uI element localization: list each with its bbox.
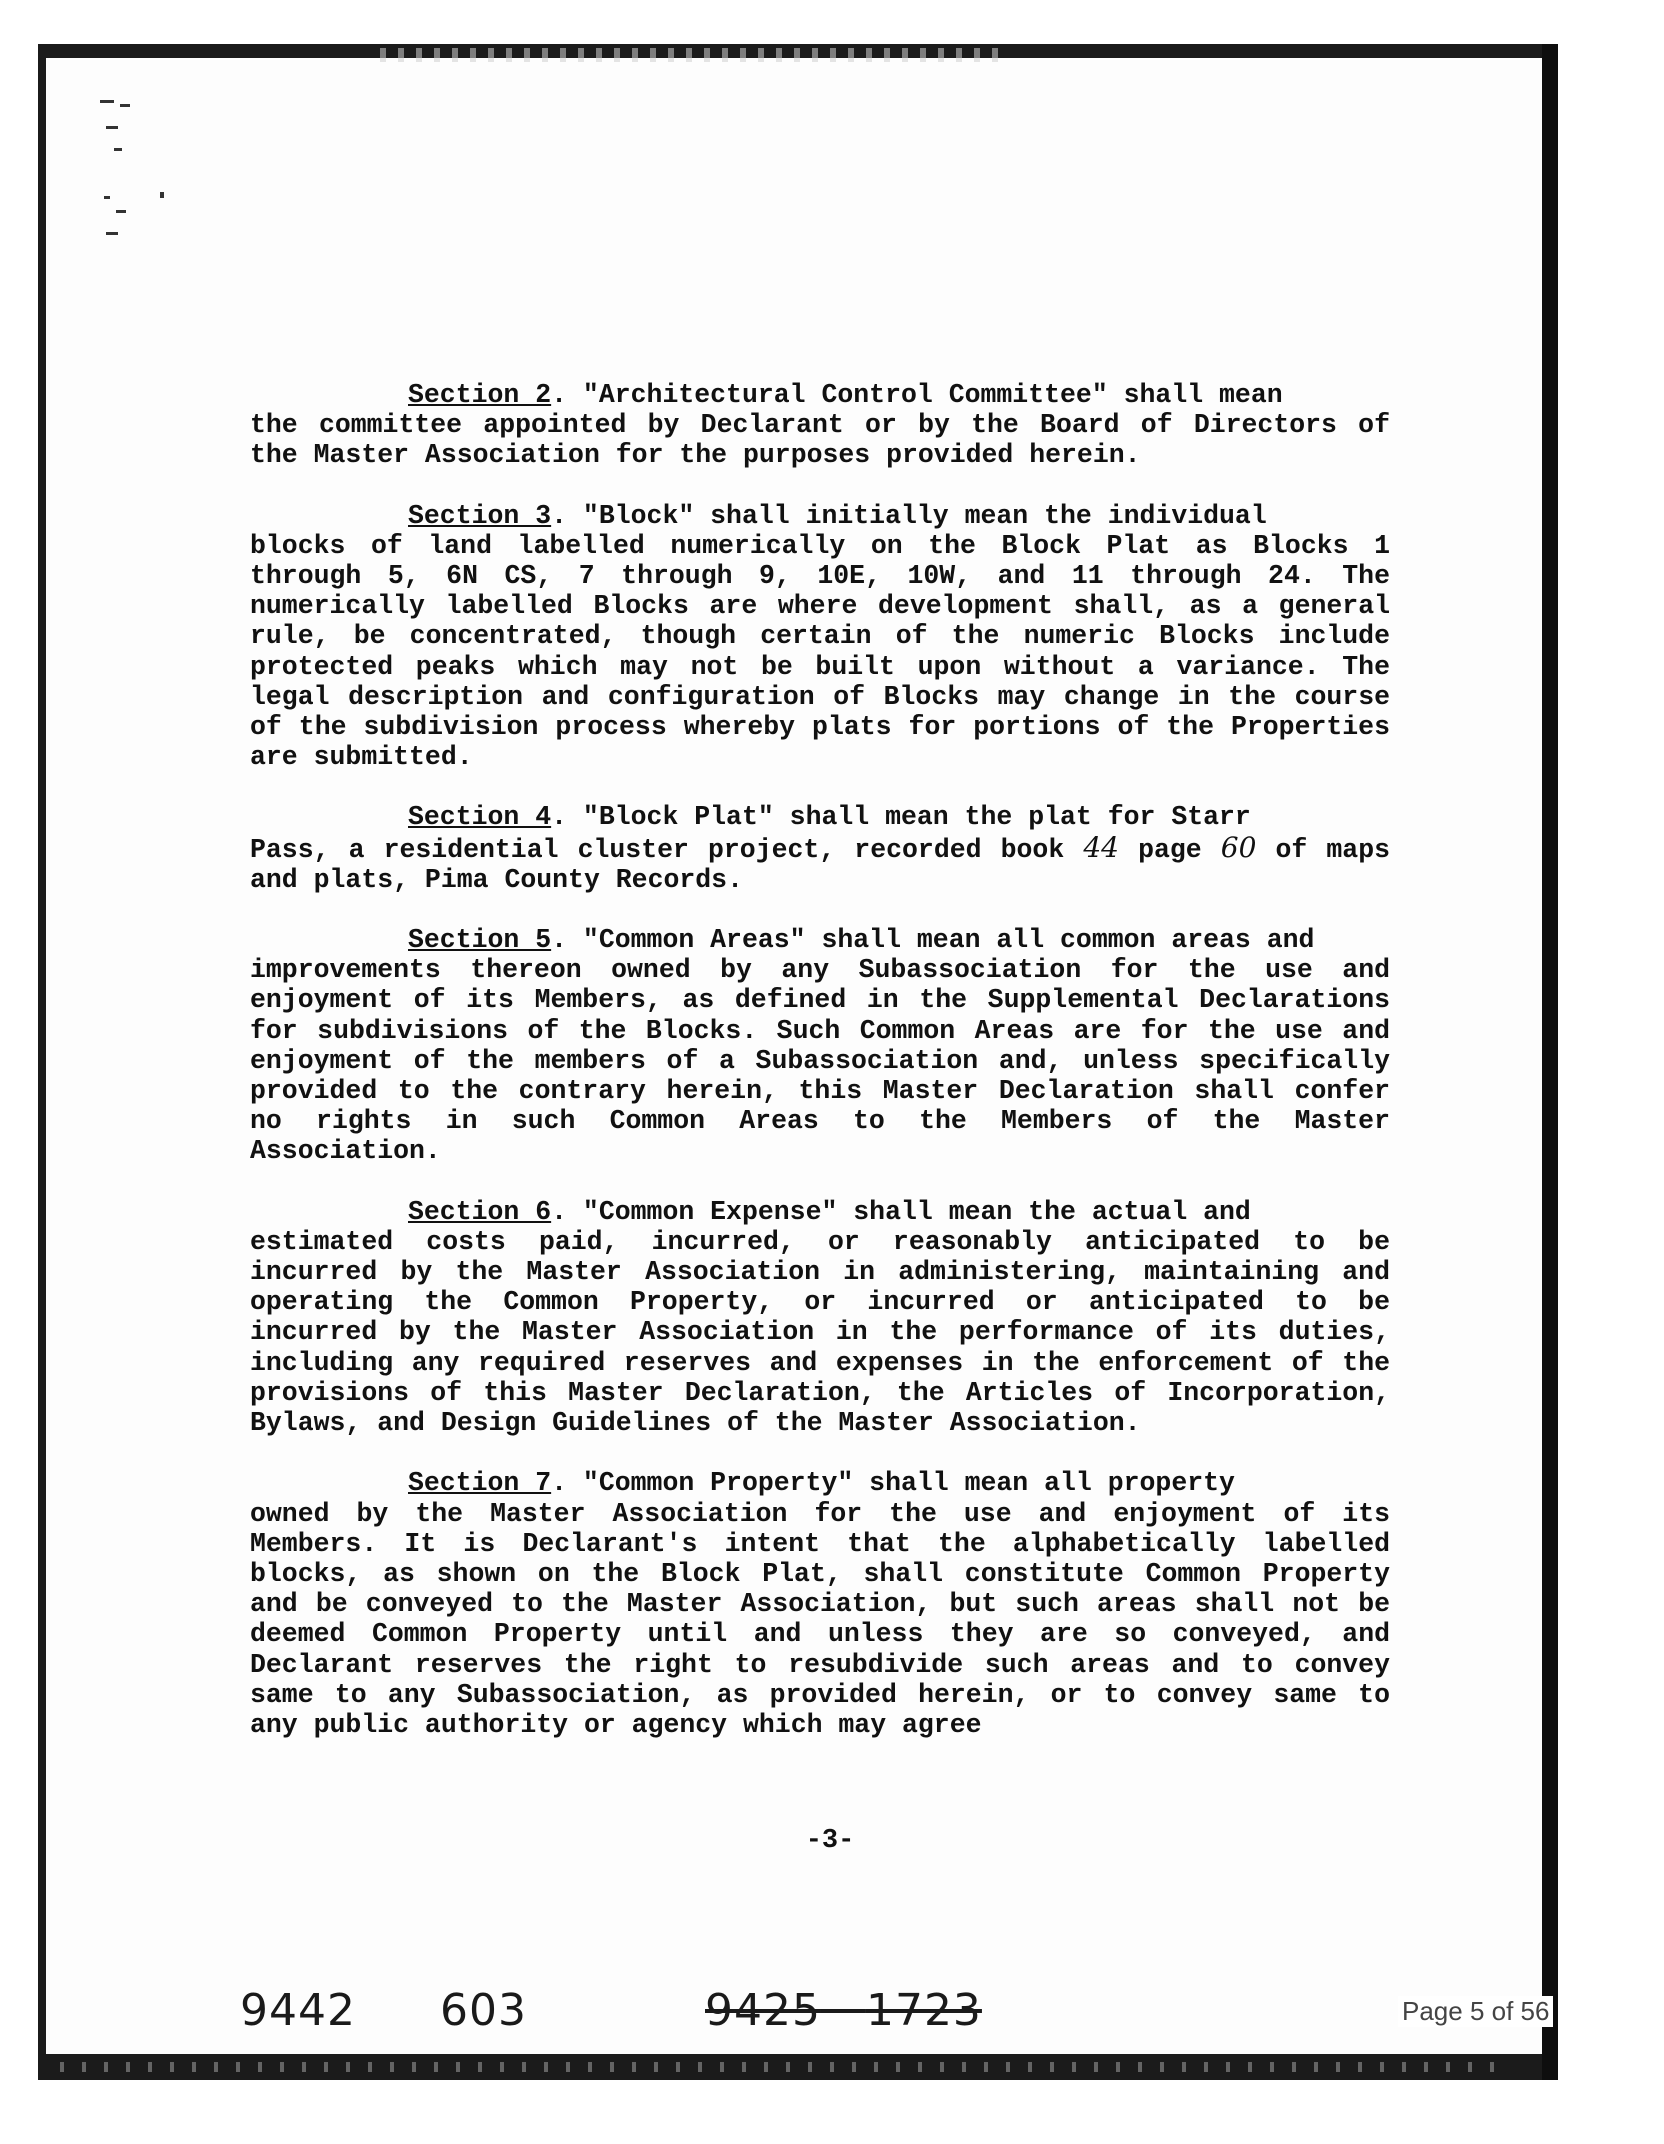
section-heading: Section 4	[408, 802, 552, 833]
section-body: the committee appointed by Declarant or by the Board of Directors of the Master Association for the purposes provided herein.	[250, 410, 1390, 471]
section-heading: Section 2	[408, 380, 552, 410]
section-lead-text: . "Architectural Control Committee" shall mean	[551, 380, 1283, 410]
section-3	[250, 501, 1390, 773]
section-heading: Section 3	[408, 500, 552, 531]
page-number: -3-	[805, 1826, 855, 1856]
section-6	[250, 1197, 1390, 1439]
recording-old-docket: 9425	[705, 1985, 821, 2036]
section-5	[250, 925, 1390, 1167]
section-lead-line	[250, 1197, 1390, 1227]
section-7	[250, 1468, 1390, 1740]
handwritten-page-number: 60	[1220, 830, 1257, 864]
section-2	[250, 380, 1390, 471]
section-lead-text: . "Common Areas" shall mean all common areas and	[551, 925, 1315, 956]
section-body: blocks of land labelled numerically on the Block Plat as Blocks 1 through 5, 6N CS, 7 through 9, 10E, 10W, and 11 through 24. The numerically labelled Blocks are where development shall, as a general rule, be concentrated, though certain of the numeric Blocks include protected peaks which may not be built upon without a variance. The legal description and configuration of Blocks may change in the course of the subdivision process whereby plats for portions of the Properties are submitted.	[250, 530, 1390, 773]
section-heading: Section 7	[408, 1468, 552, 1499]
section-lead-text: . "Block Plat" shall mean the plat for Starr	[551, 802, 1251, 833]
recording-page-number: 603	[440, 1985, 527, 2036]
recording-old-reference	[705, 1985, 982, 2036]
recording-old-page: 1723	[865, 1985, 982, 2036]
page-indicator: Page 5 of 56	[1398, 1996, 1553, 2027]
scan-noise-top	[380, 48, 1000, 62]
section-lead-text: . "Common Property" shall mean all property	[551, 1468, 1235, 1499]
section-heading: Section 6	[408, 1196, 552, 1227]
scan-specks	[100, 92, 180, 262]
section-body-after: of maps and plats, Pima County Records.	[250, 834, 1391, 895]
section-lead-line	[250, 380, 1390, 410]
handwritten-book-number: 44	[1083, 830, 1119, 864]
section-lead-text: . "Block" shall initially mean the individual	[551, 500, 1267, 531]
section-lead-line	[250, 501, 1390, 531]
scan-noise-bottom	[60, 2062, 1510, 2072]
section-lead-line	[250, 925, 1390, 955]
document-body	[250, 380, 1390, 1770]
section-body: improvements thereon owned by any Subassociation for the use and enjoyment of its Members, as defined in the Supplemental Declarations for subdivisions of the Blocks. Such Common Areas are for the use and enjoyment of the members of a Subassociation and, unless specifically provided to the contrary herein, this Master Declaration shall confer no rights in such Common Areas to the Members of the Master Association.	[250, 955, 1390, 1167]
section-lead-text: . "Common Expense" shall mean the actual and	[551, 1196, 1251, 1227]
section-body: estimated costs paid, incurred, or reasonably anticipated to be incurred by the Master Association in administering, maintaining and operating the Common Property, or incurred or anticipated to be incurred by the Master Association in the performance of its duties, including any required reserves and expenses in the enforcement of the provisions of this Master Declaration, the Articles of Incorporation, Bylaws, and Design Guidelines of the Master Association.	[250, 1226, 1390, 1439]
section-body	[250, 830, 1391, 895]
section-body: owned by the Master Association for the use and enjoyment of its Members. It is Declarant's intent that the alphabetically labelled blocks, as shown on the Block Plat, shall constitute Common Property and be conveyed to the Master Association, but such areas shall not be deemed Common Property until and unless they are so conveyed, and Declarant reserves the right to resubdivide such areas and to convey same to any Subassociation, as provided herein, or to convey same to any public authority or agency which may agree	[250, 1498, 1390, 1740]
section-lead-line	[250, 1468, 1390, 1498]
section-lead-line	[250, 802, 1390, 832]
scan-right-edge	[1542, 44, 1558, 2080]
section-4	[250, 802, 1390, 895]
recording-docket-number: 9442	[240, 1985, 356, 2036]
page-label: page	[1138, 834, 1202, 865]
section-body-before: Pass, a residential cluster project, recorded book	[250, 834, 1065, 865]
section-heading: Section 5	[408, 925, 552, 956]
